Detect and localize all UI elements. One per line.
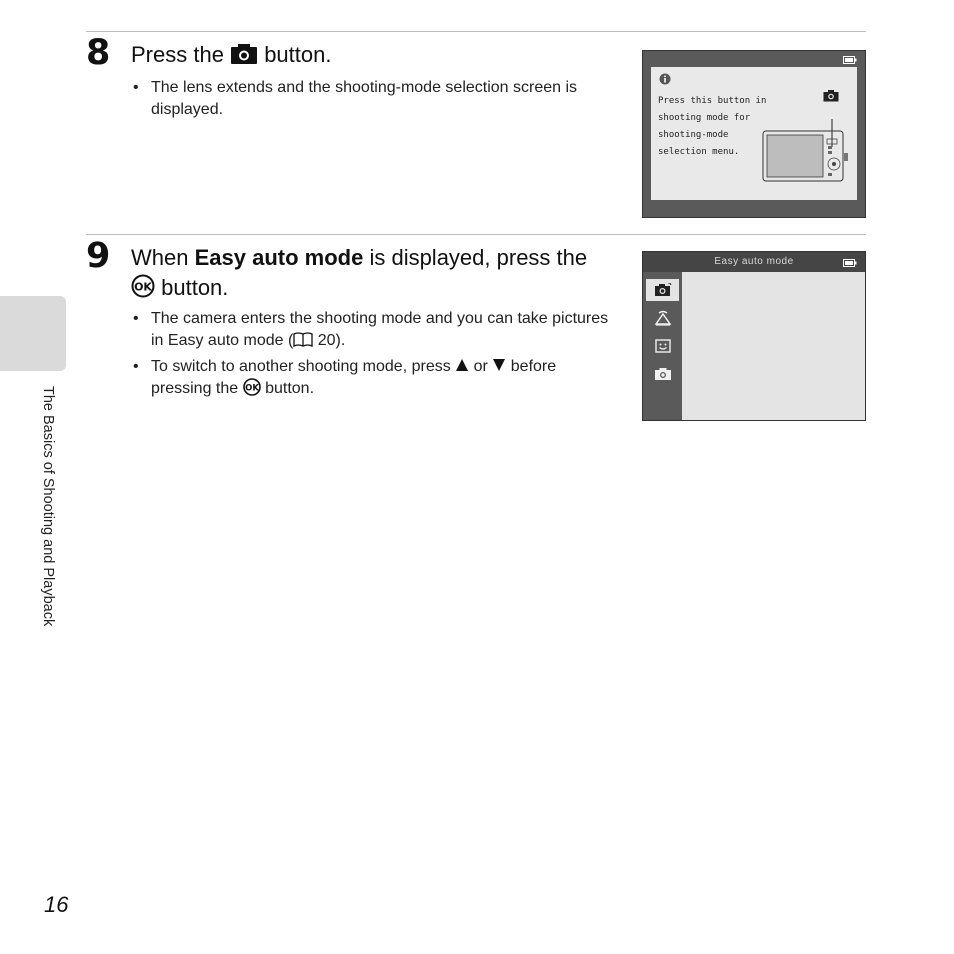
hint-line: shooting-mode xyxy=(658,130,729,140)
step-9-title-mid: is displayed, press the xyxy=(369,245,588,270)
smart-portrait-icon xyxy=(655,339,671,353)
screen-title: Easy auto mode xyxy=(714,256,794,267)
mode-item-easy-auto[interactable] xyxy=(646,279,679,301)
step-8-title-after: button. xyxy=(264,42,332,67)
camera-back-diagram-icon xyxy=(761,119,851,189)
hint-panel xyxy=(651,67,857,200)
hint-line: shooting mode for xyxy=(658,113,751,123)
camera-screen-step-9 xyxy=(642,251,866,421)
chapter-label-text: The Basics of Shooting and Playback xyxy=(40,386,56,627)
divider-middle xyxy=(86,234,866,235)
step-9-bullet-1 xyxy=(131,308,611,352)
step-8-bullets xyxy=(131,77,611,125)
arrow-down-icon xyxy=(492,358,506,372)
bullet-1-text: The camera enters the shooting mode and you can take pictures in Easy auto mode ( xyxy=(151,310,609,349)
mode-item-auto[interactable] xyxy=(646,363,679,385)
mode-item-smart-portrait[interactable] xyxy=(646,335,679,357)
battery-icon xyxy=(843,56,857,64)
info-icon xyxy=(659,73,671,85)
bullet-1-ref: 20). xyxy=(317,332,346,349)
step-9-title-when: When xyxy=(131,245,189,270)
step-8-title xyxy=(131,40,621,70)
hint-text xyxy=(658,93,768,161)
svg-text:OK: OK xyxy=(244,383,259,394)
step-9-bullets xyxy=(131,308,611,404)
step-8-bullet: • The lens extends and the shooting-mode selection screen is displayed. xyxy=(131,77,611,121)
easy-auto-icon xyxy=(654,283,672,297)
step-9-title xyxy=(131,243,621,303)
bullet-2-before: To switch to another shooting mode, press xyxy=(151,358,451,375)
hint-line: Press this button in xyxy=(658,96,767,106)
chapter-tab xyxy=(0,296,66,371)
battery-icon xyxy=(843,259,857,267)
bullet-2-after: button. xyxy=(265,380,315,397)
step-9-title-mode: Easy auto mode xyxy=(194,245,364,270)
camera-shooting-mode-icon xyxy=(230,43,258,65)
arrow-up-icon xyxy=(455,358,469,372)
auto-mode-icon xyxy=(654,367,672,381)
step-8-title-before: Press the xyxy=(131,42,224,67)
bullet-2-mid: before pressing the xyxy=(151,358,557,397)
step-9-number: 9 xyxy=(86,236,111,276)
chapter-label xyxy=(38,386,58,686)
bullet-2-or: or xyxy=(473,358,488,375)
step-8-number: 8 xyxy=(86,33,111,73)
camera-icon xyxy=(823,89,839,102)
step-9-bullet-2 xyxy=(131,356,611,400)
page-number: 16 xyxy=(44,892,69,917)
ok-button-icon xyxy=(243,378,261,396)
scene-icon xyxy=(654,310,672,326)
camera-screen-step-8 xyxy=(642,50,866,218)
ok-button-icon xyxy=(131,274,155,298)
hint-line: selection menu. xyxy=(658,147,740,157)
step-9-title-after: button. xyxy=(161,275,229,300)
book-reference-icon xyxy=(293,332,313,347)
mode-list xyxy=(643,272,682,420)
mode-item-scene[interactable] xyxy=(646,307,679,329)
divider-top xyxy=(86,31,866,32)
svg-text:OK: OK xyxy=(134,280,152,294)
